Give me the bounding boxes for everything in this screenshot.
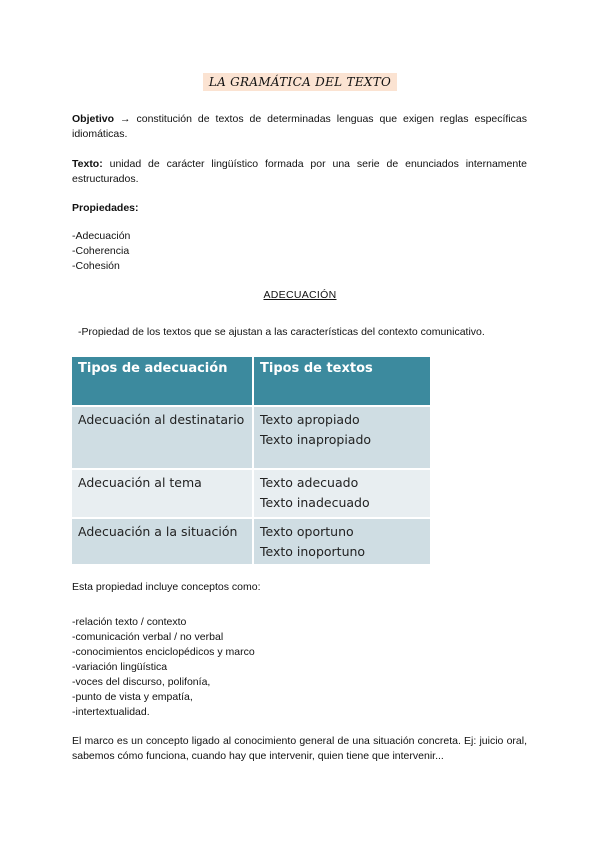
objetivo-paragraph	[72, 112, 527, 141]
marco-paragraph: El marco es un concepto ligado al conocimiento general de una situación concreta. Ej: juicio oral, sabemos cómo funciona, cuando hay que intervenir, quien tiene que intervenir...	[72, 735, 527, 762]
objetivo-text: constitución de textos de determinadas lenguas que exigen reglas específicas idiomáticas.	[72, 113, 528, 140]
list-item: -variación lingüística	[72, 661, 168, 673]
table-header-tipos-adecuacion: Tipos de adecuación	[72, 357, 253, 406]
texto-label: Texto:	[72, 158, 103, 170]
concepts-list	[72, 615, 255, 720]
list-item: -Coherencia	[72, 245, 130, 257]
table-row	[72, 406, 430, 469]
propiedades-heading	[72, 201, 527, 216]
table-row	[72, 469, 430, 518]
texto-item: Texto oportuno	[260, 524, 354, 539]
title-wrap	[0, 73, 600, 91]
table-cell-textos	[253, 406, 430, 469]
table-cell-tipo: Adecuación al destinatario	[72, 406, 253, 469]
table-row	[72, 518, 430, 564]
texto-text: unidad de carácter lingüístico formada por una serie de enunciados internamente estructurados.	[72, 158, 527, 185]
table-header-tipos-textos: Tipos de textos	[253, 357, 430, 406]
texto-item: Texto adecuado	[260, 475, 359, 490]
table-cell-tipo: Adecuación a la situación	[72, 518, 253, 564]
table-cell-textos	[253, 469, 430, 518]
list-item: -conocimientos enciclopédicos y marco	[72, 646, 255, 658]
list-item: -Adecuación	[72, 230, 131, 242]
adecuacion-heading: ADECUACIÓN	[263, 289, 337, 301]
adecuacion-table	[72, 357, 430, 564]
document-title: LA GRAMÁTICA DEL TEXTO	[203, 73, 397, 91]
concepts-intro: Esta propiedad incluye conceptos como:	[72, 581, 261, 593]
table-cell-textos	[253, 518, 430, 564]
arrow-symbol: →	[120, 113, 131, 125]
texto-paragraph	[72, 157, 527, 186]
texto-item: Texto inoportuno	[260, 544, 366, 559]
list-item: -punto de vista y empatía,	[72, 691, 193, 703]
list-item: -intertextualidad.	[72, 706, 150, 718]
propiedades-list	[72, 229, 130, 274]
list-item: -voces del discurso, polifonía,	[72, 676, 211, 688]
texto-item: Texto apropiado	[260, 412, 360, 427]
objetivo-label: Objetivo	[72, 113, 115, 125]
table-header-row	[72, 357, 430, 406]
propiedades-label: Propiedades:	[72, 202, 139, 214]
list-item: -Cohesión	[72, 260, 120, 272]
list-item: -relación texto / contexto	[72, 616, 187, 628]
adecuacion-definition: -Propiedad de los textos que se ajustan a las características del contexto comunicativo.	[78, 326, 485, 338]
texto-item: Texto inapropiado	[260, 432, 372, 447]
list-item: -comunicación verbal / no verbal	[72, 631, 224, 643]
texto-item: Texto inadecuado	[260, 495, 370, 510]
table-cell-tipo: Adecuación al tema	[72, 469, 253, 518]
